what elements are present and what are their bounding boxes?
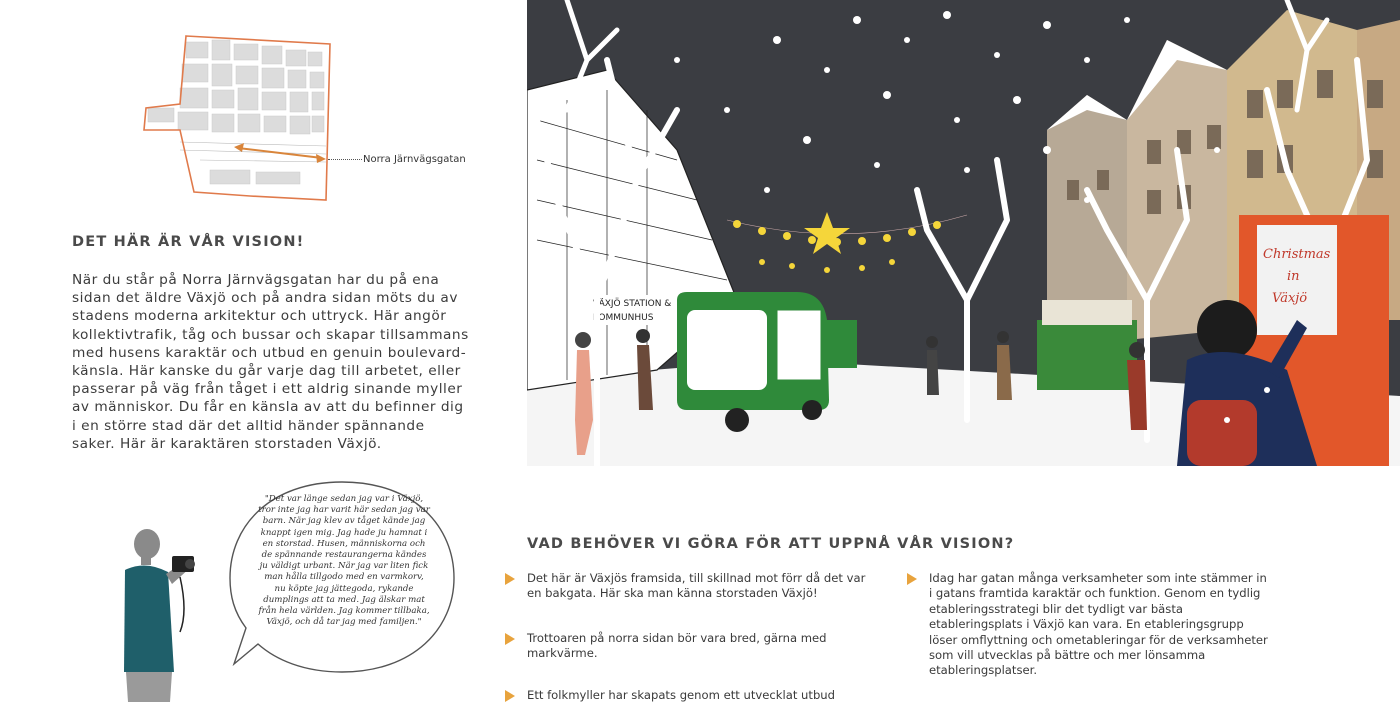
needs-item-text: Det här är Växjös framsida, till skillnad mot förr då det var en bakgata. Här ska man känna storstaden Växjö! (527, 571, 866, 601)
needs-item (527, 571, 867, 602)
needs-item-text: Trottoaren på norra sidan bör vara bred, gärna med markvärme. (527, 631, 827, 661)
shop-sign-line-3: Växjö (1272, 291, 1308, 306)
bullet-triangle-icon (505, 633, 515, 645)
bullet-triangle-icon (907, 573, 917, 585)
quote-text: "Det var länge sedan jag var i Växjö, tror inte jag har varit här sedan jag var barn. När jag klev av tåget kände jag knappt igen mig. Jag hade ju hamnat i en storstad. Husen, människorna och de spännande restaurangerna kändes ju väldigt urbant. När jag var liten fick man hålla tillgodo med en varmkorv, nu köpte jag jättegoda, rykande dumplings att ta med. Jag älskar mat från hela världen. Jag kommer tillbaka, Växjö, och då tar jag med familjen." (258, 494, 430, 628)
map-street-label: Norra Järnvägsgatan (363, 154, 466, 165)
station-sign-line-2: KOMMUNHUS (593, 313, 654, 323)
station-sign-line-1: VÄXJÖ STATION & (593, 299, 672, 309)
needs-item (527, 631, 867, 662)
vision-paragraph: När du står på Norra Järnvägsgatan har du på ena sidan det äldre Växjö och på andra sidan möts du av stadens moderna arkitektur och uttryck. Här angör kollektivtrafik, tåg och bussar och skapar tillsammans med husens karaktär och utbud en genuin boulevard-känsla. Här kanske du går varje dag till arbetet, eller passerar på väg från tåget i ett aldrig sinande myller av människor. Du får en känsla av att du befinner dig i en större stad där det alltid händer spännande saker. Här är karaktären storstaden Växjö. (72, 272, 469, 452)
needs-item (527, 688, 867, 703)
shop-sign-line-1: Christmas (1263, 247, 1331, 262)
needs-item-text: Ett folkmyller har skapats genom ett utvecklat utbud (527, 688, 836, 702)
needs-item-text: Idag har gatan många verksamheter som inte stämmer in i gatans framtida karaktär och funktion. Genom en tydlig etableringsstrategi blir det tydligt var bästa etableringsplats i Växjö kan vara. En etableringsgrupp löser omflyttning och ometableringar för de verksamheter som vill utvecklas på bättre och mer lönsamma etableringsplatser. (929, 571, 1268, 678)
site-map (140, 30, 340, 205)
bullet-triangle-icon (505, 690, 515, 702)
needs-heading: VAD BEHÖVER VI GÖRA FÖR ATT UPPNÅ VÅR VISION? (527, 536, 1015, 552)
photographer-person-illustration (100, 522, 210, 702)
map-leader-line (328, 159, 362, 160)
vision-heading: DET HÄR ÄR VÅR VISION! (72, 234, 305, 250)
bullet-triangle-icon (505, 573, 515, 585)
shop-sign-line-2: in (1287, 269, 1300, 284)
needs-item (929, 571, 1269, 679)
street-scene-illustration (527, 0, 1400, 466)
